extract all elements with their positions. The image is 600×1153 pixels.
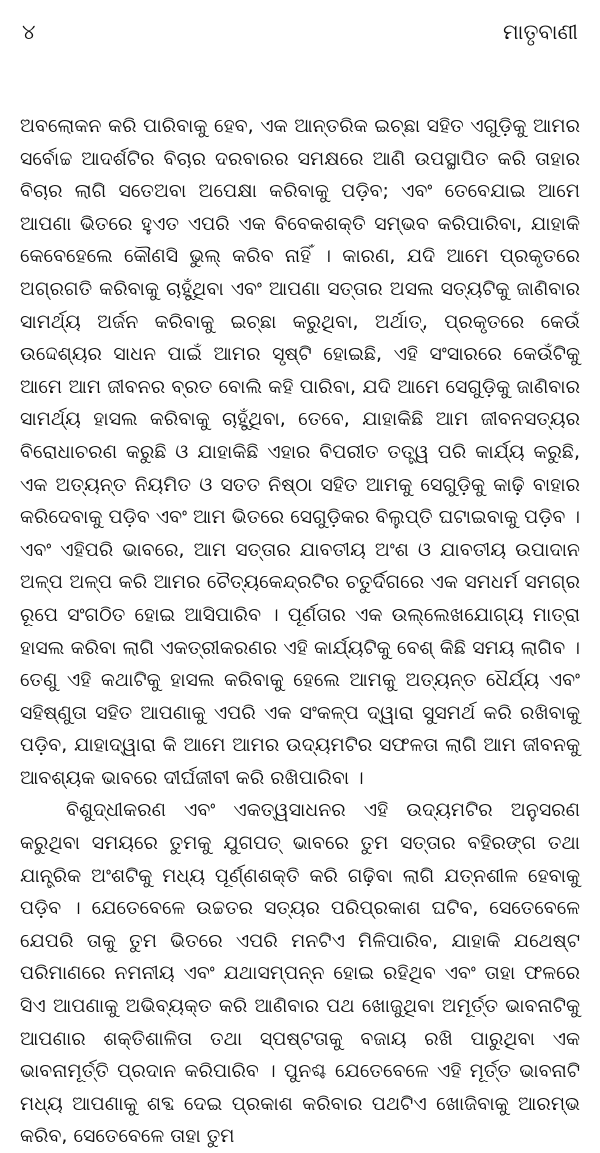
running-title: ମାତୃବାଣୀ	[502, 20, 578, 44]
paragraph-2: ବିଶୁଦ୍ଧୀକରଣ ଏବଂ ଏକତ୍ୱସାଧନର ଏହି ଉଦ୍ୟମଟିର ଅନୁସରଣ କରୁଥିବା ସମୟରେ ତୁମକୁ ଯୁଗପତ୍ ଭାବରେ ତୁମ ସତ୍ତାର ବହିରଙ୍ଗ ତଥା ଯାନ୍ତ୍ରିକ ଅଂଶଟିକୁ ମଧ୍ୟ ପୂର୍ଣ୍ଣଶକ୍ତି କରି ଗଢ଼ିବା ଲାଗି ଯତ୍ନଶୀଳ ହେବାକୁ ପଡ଼ିବ । ଯେତେବେଳେ ଉଚ୍ଚତର ସତ୍ୟର ପରିପ୍ରକାଶ ଘଟିବ, ସେତେବେଳେ ଯେପରି ତାକୁ ତୁମ ଭିତରେ ଏପରି ମନଟିଏ ମିଳିପାରିବ, ଯାହାକି ଯଥେଷ୍ଟ ପରିମାଣରେ ନମନୀୟ ଏବଂ ଯଥାସମ୍ପନ୍ନ ହୋଇ ରହିଥିବ ଏବଂ ତାହା ଫଳରେ ସିଏ ଆପଣାକୁ ଅଭିବ୍ୟକ୍ତ କରି ଆଣିବାର ପଥ ଖୋଜୁଥିବା ଅମୂର୍ତ୍ତ ଭାବନାଟିକୁ ଆପଣାର ଶକ୍ତିଶାଳିତା ତଥା ସ୍ପଷ୍ଟତାକୁ ବଜାୟ ରଖି ପାରୁଥିବା ଏକ ଭାବନାମୂର୍ତ୍ତି ପ୍ରଦାନ କରିପାରିବ । ପୁନଶ୍ଚ ଯେତେବେଳେ ଏହି ମୂର୍ତ୍ତ ଭାବନାଟି ମଧ୍ୟ ଆପଣାକୁ ଶବ୍ଦ ଦେଇ ପ୍ରକାଶ କରିବାର ପଥଟିଏ ଖୋଜିବାକୁ ଆରମ୍ଭ କରିବ, ସେତେବେଳେ ତାହା ତୁମ	[20, 799, 580, 1148]
paragraph-1: ଅବଲୋକନ କରି ପାରିବାକୁ ହେବ, ଏକ ଆନ୍ତରିକ ଇଚ୍ଛା ସହିତ ଏଗୁଡ଼ିକୁ ଆମର ସର୍ବୋଚ୍ଚ ଆଦର୍ଶଟିର ବିଚାର ଦରବାରର ସମକ୍ଷରେ ଆଣି ଉପସ୍ଥାପିତ କରି ତାହାର ବିଚାର ଲାଗି ସତେଅବା ଅପେକ୍ଷା କରିବାକୁ ପଡ଼ିବ; ଏବଂ ତେବେଯାଇ ଆମେ ଆପଣା ଭିତରେ ହୁଏତ ଏପରି ଏକ ବିବେକଶକ୍ତି ସମ୍ଭବ କରିପାରିବା, ଯାହାକି କେବେହେଲେ କୌଣସି ଭୁଲ୍ କରିବ ନାହିଁ । କାରଣ, ଯଦି ଆମେ ପ୍ରକୃତରେ ଅଗ୍ରଗତି କରିବାକୁ ଚାହୁଁଥିବା ଏବଂ ଆପଣା ସତ୍ତାର ଅସଲ ସତ୍ୟଟିକୁ ଜାଣିବାର ସାମର୍ଥ୍ୟ ଅର୍ଜନ କରିବାକୁ ଇଚ୍ଛା କରୁଥିବା, ଅର୍ଥାତ୍, ପ୍ରକୃତରେ କେଉଁ ଉଦ୍ଦେଶ୍ୟର ସାଧନ ପାଇଁ ଆମର ସୃଷ୍ଟି ହୋଇଛି, ଏହି ସଂସାରରେ କେଉଁଟିକୁ ଆମେ ଆମ ଜୀବନର ବ୍ରତ ବୋଲି କହି ପାରିବା, ଯଦି ଆମେ ସେଗୁଡ଼ିକୁ ଜାଣିବାର ସାମର୍ଥ୍ୟ ହାସଲ କରିବାକୁ ଚାହୁଁଥିବା, ତେବେ, ଯାହାକିଛି ଆମ ଜୀବନସତ୍ୟର ବିରୋଧାଚରଣ କରୁଛି ଓ ଯାହାକିଛି ଏହାର ବିପରୀତ ତତ୍ତ୍ୱ ପରି କାର୍ଯ୍ୟ କରୁଛି, ଏକ ଅତ୍ୟନ୍ତ ନିୟମିତ ଓ ସତତ ନିଷ୍ଠା ସହିତ ଆମକୁ ସେଗୁଡ଼ିକୁ କାଢ଼ି ବାହାର କରିଦେବାକୁ ପଡ଼ିବ ଏବଂ ଆମ ଭିତରେ ସେଗୁଡ଼ିକର ବିଲୁପ୍ତି ଘଟାଇବାକୁ ପଡ଼ିବ । ଏବଂ ଏହିପରି ଭାବରେ, ଆମ ସତ୍ତାର ଯାବତୀୟ ଅଂଶ ଓ ଯାବତୀୟ ଉପାଦାନ ଅଳ୍ପ ଅଳ୍ପ କରି ଆମର ଚୈତ୍ୟକେନ୍ଦ୍ରଟିର ଚତୁର୍ଦିଗରେ ଏକ ସମଧର୍ମ ସମଗ୍ର ରୂପେ ସଂଗଠିତ ହୋଇ ଆସିପାରିବ । ପୂର୍ଣତାର ଏକ ଉଲ୍ଲେଖଯୋଗ୍ୟ ମାତ୍ରା ହାସଲ କରିବା ଲାଗି ଏକତ୍ରୀକରଣର ଏହି କାର୍ଯ୍ୟଟିକୁ ବେଶ୍ କିଛି ସମୟ ଲାଗିବ । ତେଣୁ ଏହି କଥାଟିକୁ ହାସଲ କରିବାକୁ ହେଲେ ଆମକୁ ଅତ୍ୟନ୍ତ ଧୈର୍ଯ୍ୟ ଏବଂ ସହିଷ୍ଣୁତା ସହିତ ଆପଣାକୁ ଏପରି ଏକ ସଂକଳ୍ପ ଦ୍ୱାରା ସୁସମର୍ଥ କରି ରଖିବାକୁ ପଡ଼ିବ, ଯାହାଦ୍ୱାରା କି ଆମେ ଆମର ଉଦ୍ୟମଟିର ସଫଳତା ଲାଗି ଆମ ଜୀବନକୁ ଆବଶ୍ୟକ ଭାବରେ ଦୀର୍ଘଜୀବୀ କରି ରଖିପାରିବା ।	[20, 115, 580, 789]
body-text	[20, 110, 580, 1153]
page-header	[20, 18, 580, 62]
page-number: ୪	[22, 20, 36, 44]
